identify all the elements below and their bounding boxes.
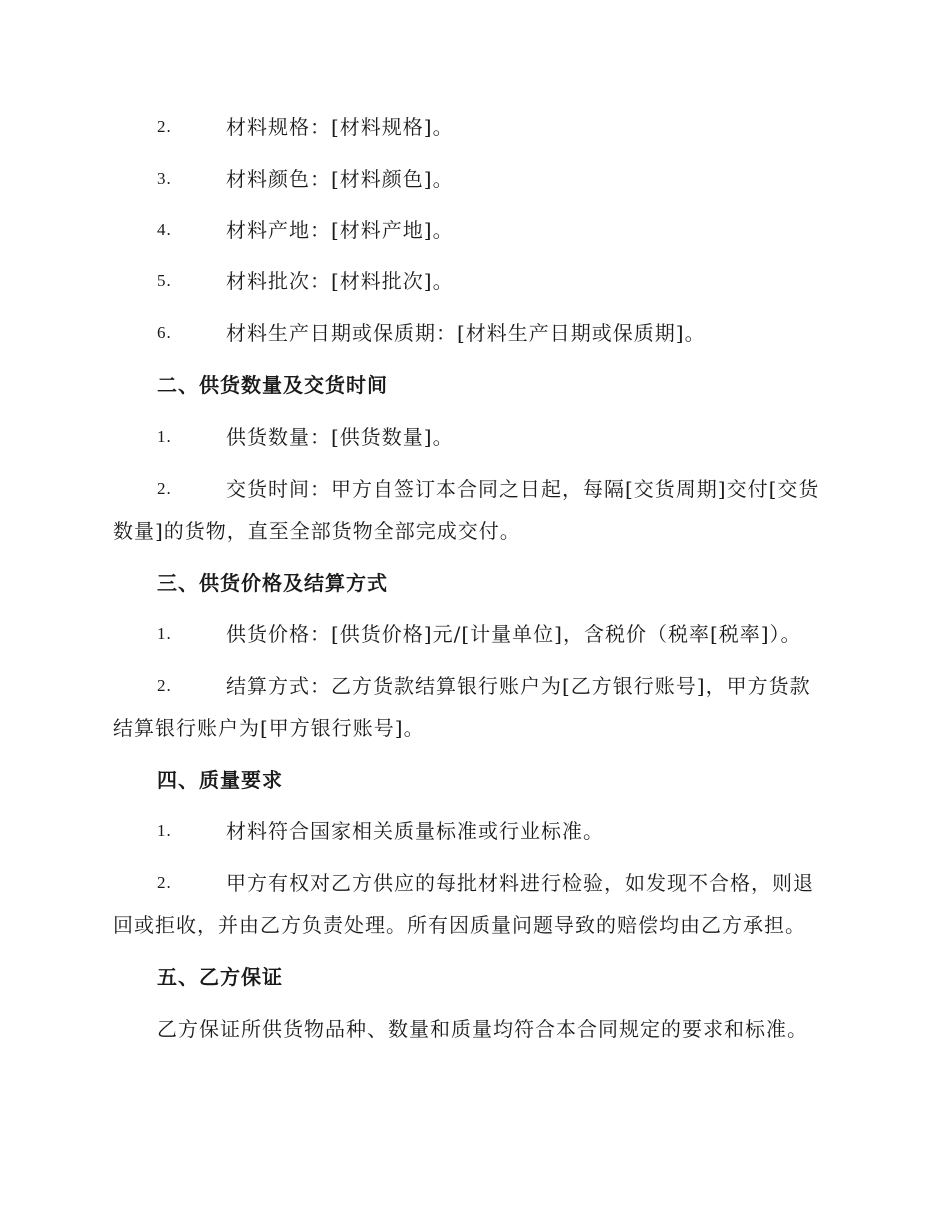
list-item-number: 1.	[157, 624, 172, 643]
list-item-text: 供货数量：[供货数量]。	[226, 425, 454, 449]
list-item-number: 3.	[157, 169, 172, 188]
paragraph: 乙方保证所供货物品种、数量和质量均符合本合同规定的要求和标准。	[157, 1017, 808, 1041]
list-item-number: 2.	[157, 117, 172, 136]
list-item-number: 2.	[157, 873, 172, 892]
list-item-number: 1.	[157, 821, 172, 840]
list-item-continuation: 结算银行账户为[甲方银行账号]。	[113, 716, 425, 740]
section-heading: 五、乙方保证	[157, 965, 283, 989]
list-item-number: 1.	[157, 427, 172, 446]
list-item-text: 材料产地：[材料产地]。	[226, 218, 454, 242]
list-item-text: 甲方有权对乙方供应的每批材料进行检验，如发现不合格，则退	[226, 871, 814, 895]
list-item-number: 2.	[157, 479, 172, 498]
list-item-continuation: 数量]的货物，直至全部货物全部完成交付。	[113, 519, 521, 543]
section-heading: 四、质量要求	[157, 768, 283, 792]
list-item-text: 材料颜色：[材料颜色]。	[226, 167, 454, 191]
list-item-text: 材料批次：[材料批次]。	[226, 269, 454, 293]
list-item-text: 材料生产日期或保质期：[材料生产日期或保质期]。	[226, 321, 706, 345]
list-item-number: 4.	[157, 220, 172, 239]
list-item-text: 供货价格：[供货价格]元/[计量单位]，含税价（税率[税率]）。	[226, 622, 802, 646]
list-item-text: 材料符合国家相关质量标准或行业标准。	[226, 819, 604, 843]
list-item-number: 6.	[157, 323, 172, 342]
list-item-number: 5.	[157, 271, 172, 290]
list-item-number: 2.	[157, 676, 172, 695]
list-item-continuation: 回或拒收，并由乙方负责处理。所有因质量问题导致的赔偿均由乙方承担。	[113, 913, 806, 937]
section-heading: 三、供货价格及结算方式	[157, 571, 388, 595]
section-heading: 二、供货数量及交货时间	[157, 373, 388, 397]
list-item-text: 材料规格：[材料规格]。	[226, 115, 454, 139]
list-item-text: 结算方式：乙方货款结算银行账户为[乙方银行账号]，甲方货款	[226, 674, 811, 698]
list-item-text: 交货时间：甲方自签订本合同之日起，每隔[交货周期]交付[交货	[226, 477, 820, 501]
